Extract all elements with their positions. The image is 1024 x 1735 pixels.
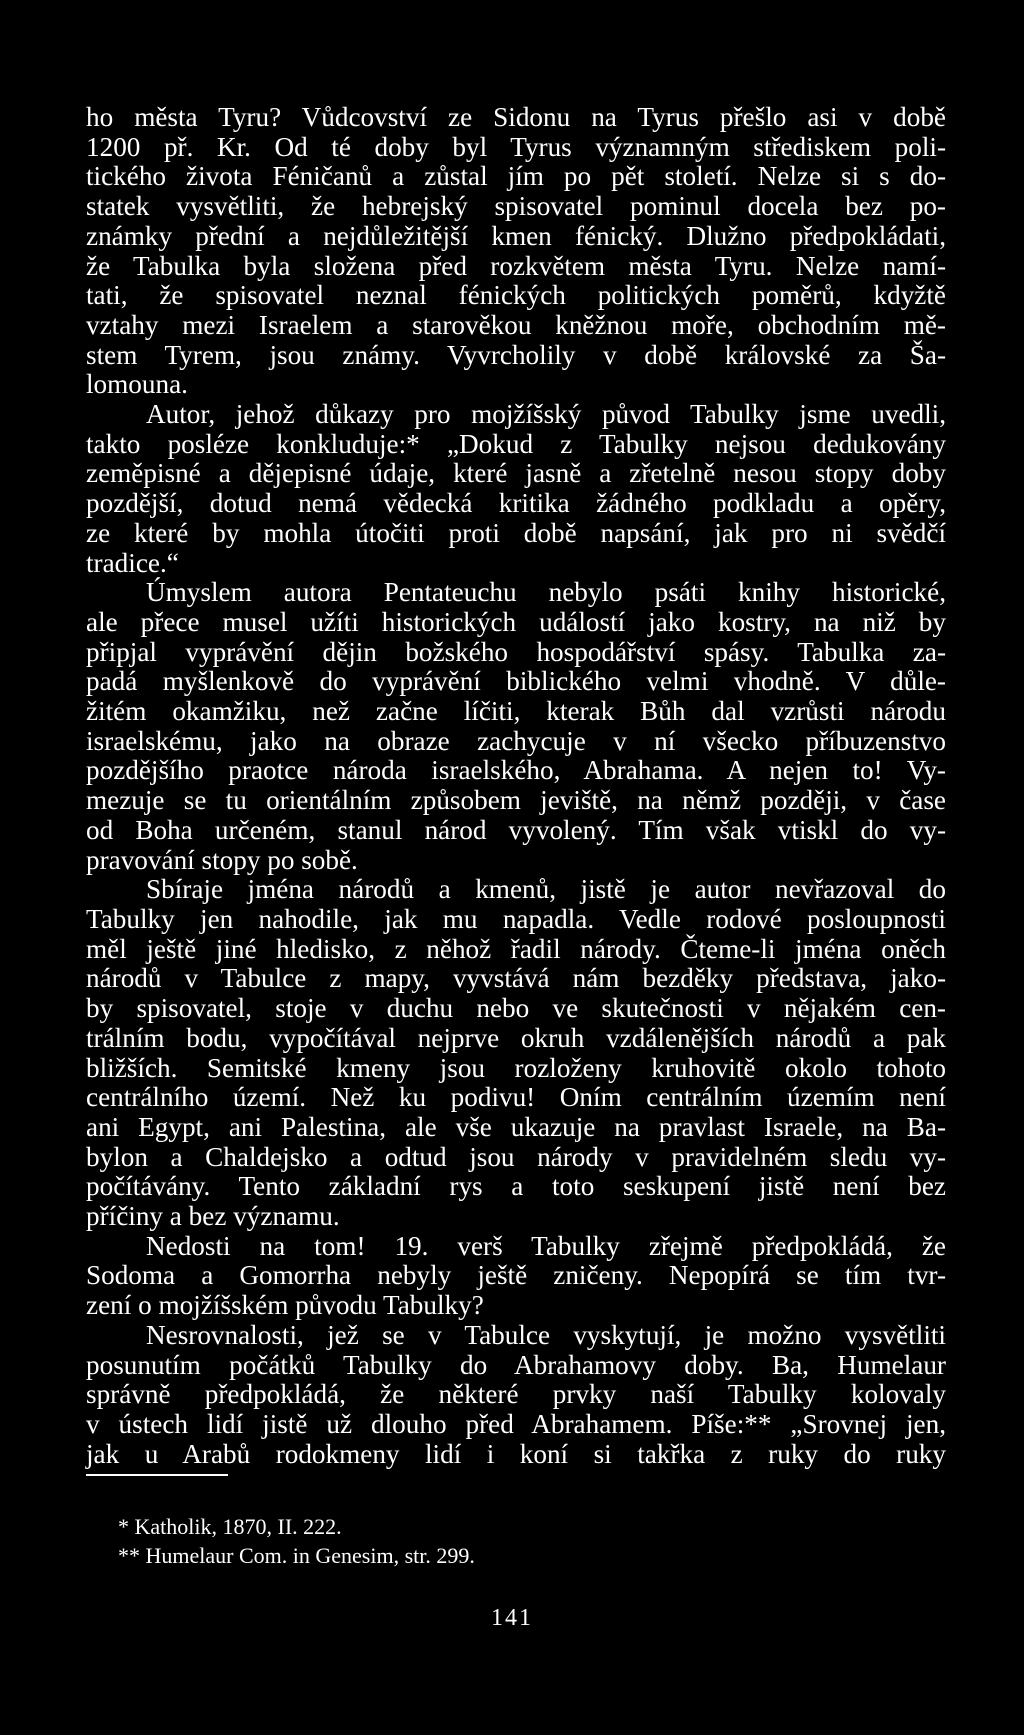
paragraph-4	[86, 875, 946, 1231]
text-line: měl ještě jiné hledisko, z něhož řadil národy. Čteme-li jména oněch	[86, 933, 946, 964]
footnote-2: ** Humelaur Com. in Genesim, str. 299.	[118, 1543, 475, 1568]
text-line: pravování stopy po sobě.	[86, 844, 358, 875]
text-line: takto posléze konkluduje:* „Dokud z Tabulky nejsou dedukovány	[86, 428, 946, 459]
text-line: v ústech lidí jistě už dlouho před Abrahamem. Píše:** „Srovnej jen,	[86, 1408, 946, 1439]
text-line: tického života Féničanů a zůstal jím po pět století. Nelze si s do-	[86, 161, 946, 192]
paragraph-3	[86, 578, 946, 875]
text-line: Autor, jehož důkazy pro mojžíšský původ Tabulky jsme uvedli,	[146, 399, 946, 430]
text-line: ani Egypt, ani Palestina, ale vše ukazuje na pravlast Israele, na Ba-	[86, 1111, 946, 1142]
text-line: Nedosti na tom! 19. verš Tabulky zřejmě předpokládá, že	[146, 1230, 946, 1261]
text-line: správně předpokládá, že některé prvky naší Tabulky kolovaly	[86, 1379, 946, 1410]
text-line: počítávány. Tento základní rys a toto seskupení jistě není bez	[86, 1171, 946, 1202]
paragraph-2	[86, 400, 946, 578]
paragraph-1	[86, 103, 946, 400]
paragraph-6	[86, 1321, 946, 1470]
paragraph-5	[86, 1232, 946, 1321]
text-line: jak u Arabů rodokmeny lidí i koní si takřka z ruky do ruky	[86, 1438, 946, 1469]
text-line: statek vysvětliti, že hebrejský spisovatel pominul docela bez po-	[86, 191, 946, 222]
text-line: pozdějšího praotce národa israelského, Abrahama. A nejen to! Vy-	[86, 755, 946, 786]
text-line: Nesrovnalosti, jež se v Tabulce vyskytují, je možno vysvětliti	[146, 1319, 946, 1350]
text-line: bližších. Semitské kmeny jsou rozloženy kruhovitě okolo tohoto	[86, 1052, 946, 1083]
text-line: že Tabulka byla složena před rozkvětem města Tyru. Nelze namí-	[86, 250, 946, 281]
text-line: národů v Tabulce z mapy, vyvstává nám bezděky představa, jako-	[86, 963, 946, 994]
text-line: ale přece musel užíti historických událostí jako kostry, na niž by	[86, 606, 946, 637]
text-line: centrálního území. Než ku podivu! Oním centrálním územím není	[86, 1082, 946, 1113]
text-line: připjal vyprávění dějin božského hospodářství spásy. Tabulka za-	[86, 636, 946, 667]
page-number: 141	[491, 1605, 533, 1631]
text-line: žitém okamžiku, než začne líčiti, kterak Bůh dal vzrůsti národu	[86, 696, 946, 727]
text-line: příčiny a bez významu.	[86, 1201, 340, 1232]
text-line: israelskému, jako na obraze zachycuje v ní všecko příbuzenstvo	[86, 725, 946, 756]
text-line: stem Tyrem, jsou známy. Vyvrcholily v době královské za Ša-	[86, 339, 946, 370]
text-line: vztahy mezi Israelem a starověkou kněžnou moře, obchodním mě-	[86, 309, 946, 340]
footnotes	[118, 1512, 475, 1570]
text-line: trálním bodu, vypočítával nejprve okruh vzdálenějších národů a pak	[86, 1022, 946, 1053]
text-line: od Boha určeném, stanul národ vyvolený. Tím však vtiskl do vy-	[86, 814, 946, 845]
text-line: mezuje se tu orientálním způsobem jeviště, na němž později, v čase	[86, 785, 946, 816]
text-line: pozdější, dotud nemá vědecká kritika žádného podkladu a opěry,	[86, 488, 946, 519]
text-line: lomouna.	[86, 369, 188, 400]
text-line: Tabulky jen nahodile, jak mu napadla. Vedle rodové posloupnosti	[86, 903, 946, 934]
text-line: by spisovatel, stoje v duchu nebo ve skutečnosti v nějakém cen-	[86, 993, 946, 1024]
text-line: Sodoma a Gomorrha nebyly ještě zničeny. Nepopírá se tím tvr-	[86, 1260, 946, 1291]
text-line: tati, že spisovatel neznal fénických politických poměrů, kdyžtě	[86, 280, 946, 311]
text-line: 1200 př. Kr. Od té doby byl Tyrus významným střediskem poli-	[86, 131, 946, 162]
page-body	[86, 103, 946, 1469]
text-line: Sbíraje jména národů a kmenů, jistě je autor nevřazoval do	[146, 874, 946, 905]
text-line: padá myšlenkově do vyprávění biblického velmi vhodně. V důle-	[86, 666, 946, 697]
text-line: bylon a Chaldejsko a odtud jsou národy v pravidelném sledu vy-	[86, 1141, 946, 1172]
footnote-divider	[86, 1474, 228, 1476]
text-line: Úmyslem autora Pentateuchu nebylo psáti knihy historické,	[146, 577, 946, 608]
text-line: známky přední a nejdůležitější kmen fénický. Dlužno předpokládati,	[86, 220, 946, 251]
text-line: zení o mojžíšském původu Tabulky?	[86, 1290, 484, 1321]
footnote-1: * Katholik, 1870, II. 222.	[118, 1514, 342, 1539]
text-line: posunutím počátků Tabulky do Abrahamovy doby. Ba, Humelaur	[86, 1349, 946, 1380]
text-line: tradice.“	[86, 547, 179, 578]
text-line: zeměpisné a dějepisné údaje, které jasně a zřetelně nesou stopy doby	[86, 458, 946, 489]
text-line: ho města Tyru? Vůdcovství ze Sidonu na Tyrus přešlo asi v době	[86, 102, 946, 132]
text-line: ze které by mohla útočiti proti době napsání, jak pro ni svědčí	[86, 517, 946, 548]
